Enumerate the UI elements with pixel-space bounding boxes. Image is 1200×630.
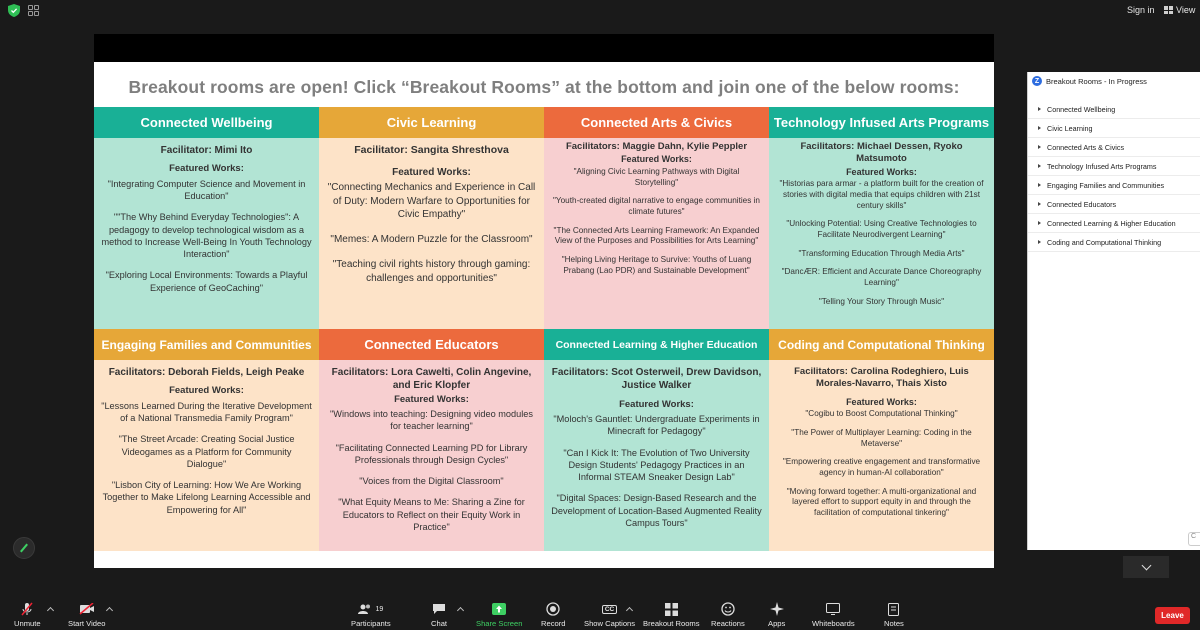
featured-works-label: Featured Works: (169, 163, 244, 175)
breakout-rooms-panel (1027, 72, 1200, 550)
featured-works-label: Featured Works: (169, 385, 244, 397)
whiteboard-icon (826, 603, 840, 615)
shared-screen (94, 34, 994, 568)
room-title: Connected Educators (319, 329, 544, 360)
record-icon (546, 602, 560, 616)
featured-work: "Facilitating Connected Learning PD for Library Professionals through Design Cycles" (335, 442, 528, 465)
featured-work: "Connecting Mechanics and Experience in Call of Duty: Modern Warfare to Opportunities for Civic Empathy" (327, 182, 536, 220)
room-card-connected-educators (319, 329, 544, 551)
audio-options-caret[interactable] (47, 607, 54, 614)
featured-work: "Lisbon City of Learning: How We Are Working Together to Make Lifelong Learning Accessible and Empowering for All" (102, 480, 311, 515)
pencil-icon (20, 544, 28, 553)
featured-work: "Exploring Local Environments: Towards a Playful Experience of GeoCaching" (105, 270, 308, 293)
room-title: Civic Learning (319, 107, 544, 138)
featured-work: "Can I Kick It: The Evolution of Two University Design Students' Pedagogy Practices in an Informal STEAM Sneaker Design Lab" (563, 447, 750, 483)
featured-works-label: Featured Works: (621, 154, 692, 165)
room-card-technology-infused-arts (769, 107, 994, 329)
featured-works-label: Featured Works: (846, 166, 917, 177)
sign-in-link[interactable]: Sign in (1127, 5, 1155, 15)
expand-arrow-icon (1038, 164, 1041, 168)
room-card-civic-learning (319, 107, 544, 329)
view-button[interactable] (1164, 5, 1195, 15)
featured-work: "Transforming Education Through Media Arts" (798, 248, 965, 258)
featured-work: "Integrating Computer Science and Movement in Education" (107, 178, 306, 202)
expand-arrow-icon (1038, 107, 1041, 111)
slide-top-band (94, 34, 994, 62)
featured-work: ""The Why Behind Everyday Technologies": A pedagogy to develop technological wisdom as a method to Increase Well-Being In Youth Technology Interaction" (101, 212, 312, 260)
featured-work: "Youth-created digital narrative to engage communities in climate futures" (553, 196, 760, 216)
video-off-icon (79, 603, 95, 615)
breakout-room-list (1028, 100, 1200, 252)
participant-count: 19 (375, 605, 384, 613)
room-facilitator: Facilitators: Michael Dessen, Ryoko Matsumoto (800, 141, 963, 165)
meeting-toolbar (0, 598, 1200, 630)
collapse-chevron-button[interactable] (1123, 556, 1169, 578)
start-video-button[interactable]: Start Video (68, 602, 105, 628)
captions-icon: CC (602, 605, 617, 614)
expand-arrow-icon (1038, 240, 1041, 244)
featured-work: "Windows into teaching: Designing video modules for teacher learning" (330, 409, 533, 432)
featured-work: "Aligning Civic Learning Pathways with Digital Storytelling" (573, 167, 740, 187)
participants-icon (358, 603, 372, 615)
room-facilitator: Facilitators: Lora Cawelti, Colin Angevine, and Eric Klopfer (331, 367, 532, 392)
room-title: Coding and Computational Thinking (769, 329, 994, 360)
featured-work: "DancÆR: Efficient and Accurate Dance Choreography Learning" (781, 267, 982, 287)
featured-work: "Cogibu to Boost Computational Thinking" (805, 409, 958, 419)
room-card-connected-wellbeing (94, 107, 319, 329)
chat-icon (432, 603, 446, 615)
featured-work: "Moloch's Gauntlet: Undergraduate Experiments in Minecraft for Pedagogy" (553, 414, 760, 437)
microphone-muted-icon (20, 602, 34, 616)
expand-arrow-icon (1038, 202, 1041, 206)
record-button[interactable]: Record (541, 602, 565, 628)
featured-work: "The Connected Arts Learning Framework: An Expanded View of the Purposes and Possibilities for Arts Learning" (553, 225, 760, 246)
grid-icon[interactable] (28, 5, 39, 16)
expand-arrow-icon (1038, 145, 1041, 149)
room-title: Technology Infused Arts Programs (769, 107, 994, 138)
top-bar (0, 0, 1200, 22)
notes-icon (888, 603, 899, 616)
room-facilitator: Facilitator: Mimi Ito (160, 145, 253, 156)
apps-button[interactable]: Apps (768, 602, 785, 628)
annotate-button[interactable] (13, 537, 35, 559)
room-facilitator: Facilitators: Scot Osterweil, Drew Davidson, Justice Walker (551, 367, 762, 392)
breakout-room-item[interactable]: Coding and Computational Thinking (1028, 233, 1200, 252)
featured-work: "Teaching civil rights history through gaming: challenges and opportunities" (332, 259, 531, 284)
breakout-room-item[interactable]: Connected Learning & Higher Education (1028, 214, 1200, 233)
featured-works-label: Featured Works: (619, 398, 694, 410)
room-card-engaging-families (94, 329, 319, 551)
featured-works-label: Featured Works: (392, 166, 471, 178)
featured-work: "Voices from the Digital Classroom" (359, 476, 504, 487)
room-facilitator: Facilitator: Sangita Shresthova (354, 144, 509, 156)
room-facilitator: Facilitators: Deborah Fields, Leigh Peake (108, 367, 305, 378)
reactions-icon (721, 602, 735, 616)
chat-button[interactable]: Chat (431, 602, 447, 628)
room-card-connected-arts-civics (544, 107, 769, 329)
room-facilitator: Facilitators: Carolina Rodeghiero, Luis Morales-Navarro, Thais Xisto (794, 366, 969, 390)
breakout-room-item[interactable]: Civic Learning (1028, 119, 1200, 138)
panel-title: Breakout Rooms - In Progress (1046, 76, 1147, 86)
breakout-room-item[interactable]: Connected Wellbeing (1028, 100, 1200, 119)
featured-work: "What Equity Means to Me: Sharing a Zine for Educators to Reflect on their Equity Work in Practice" (338, 497, 525, 532)
featured-work: "Unlocking Potential: Using Creative Technologies to Facilitate Neurodivergent Learning" (786, 219, 977, 239)
shield-icon (8, 4, 20, 17)
featured-work: "Memes: A Modern Puzzle for the Classroom" (330, 234, 533, 246)
room-title: Engaging Families and Communities (94, 329, 319, 360)
breakout-room-item[interactable]: Connected Educators (1028, 195, 1200, 214)
featured-works-label: Featured Works: (846, 396, 917, 407)
expand-arrow-icon (1038, 126, 1041, 130)
unmute-button[interactable]: Unmute (14, 602, 41, 628)
share-screen-icon (492, 603, 506, 615)
room-title: Connected Arts & Civics (544, 107, 769, 138)
chevron-down-icon (1141, 560, 1151, 570)
featured-work: "The Power of Multiplayer Learning: Coding in the Metaverse" (791, 428, 972, 448)
whiteboards-button[interactable]: Whiteboards (812, 602, 855, 628)
breakout-room-item[interactable]: Connected Arts & Civics (1028, 138, 1200, 157)
panel-tail-button[interactable]: C (1188, 532, 1200, 546)
leave-button[interactable]: Leave (1155, 607, 1190, 624)
breakout-room-item[interactable]: Engaging Families and Communities (1028, 176, 1200, 195)
expand-arrow-icon (1038, 221, 1041, 225)
slide-heading: Breakout rooms are open! Click “Breakout Rooms” at the bottom and join one of the below rooms: (128, 77, 960, 97)
breakout-rooms-button[interactable]: Breakout Rooms (643, 602, 700, 628)
room-title: Connected Learning & Higher Education (544, 329, 769, 360)
reactions-button[interactable]: Reactions (711, 602, 745, 628)
video-options-caret[interactable] (106, 607, 113, 614)
view-label: View (1176, 5, 1196, 15)
featured-work: "Helping Living Heritage to Survive: Youths of Luang Prabang (Lao PDR) and Sustainable Development" (561, 254, 752, 275)
view-grid-icon (1164, 6, 1173, 14)
featured-work: "The Street Arcade: Creating Social Justice Videogames as a Platform for Community Dialogue" (118, 434, 295, 469)
apps-icon (770, 602, 784, 616)
breakout-rooms-icon (665, 603, 678, 616)
breakout-room-item[interactable]: Technology Infused Arts Programs (1028, 157, 1200, 176)
featured-work: "Telling Your Story Through Music" (818, 296, 945, 306)
featured-work: "Digital Spaces: Design-Based Research and the Development of Location-Based Augmented Reality Campus Tours" (551, 493, 762, 528)
zoom-logo-icon: Z (1032, 76, 1042, 86)
room-card-coding-computational-thinking (769, 329, 994, 551)
show-captions-button[interactable]: CC Show Captions (584, 605, 636, 628)
chat-options-caret[interactable] (457, 607, 464, 614)
room-title: Connected Wellbeing (94, 107, 319, 138)
featured-work: "Historias para armar - a platform built for the creation of stories with digital media that equips children with 21st century skills" (779, 179, 984, 210)
share-screen-button[interactable]: Share Screen (476, 602, 522, 628)
featured-works-label: Featured Works: (394, 393, 469, 405)
featured-work: "Empowering creative engagement and transformative agency in human-AI collaboration" (782, 457, 981, 477)
participants-button[interactable]: 19 Participants (351, 602, 391, 628)
room-facilitator: Facilitators: Maggie Dahn, Kylie Peppler (565, 141, 748, 152)
featured-work: "Moving forward together: A multi-organizational and layered effort to support equity in and through the facilitation of computational tinkering" (786, 486, 977, 517)
notes-button[interactable]: Notes (884, 602, 904, 628)
featured-work: "Lessons Learned During the Iterative Development of a National Transmedia Family Program" (101, 400, 312, 424)
room-card-connected-learning-higher-ed (544, 329, 769, 551)
expand-arrow-icon (1038, 183, 1041, 187)
